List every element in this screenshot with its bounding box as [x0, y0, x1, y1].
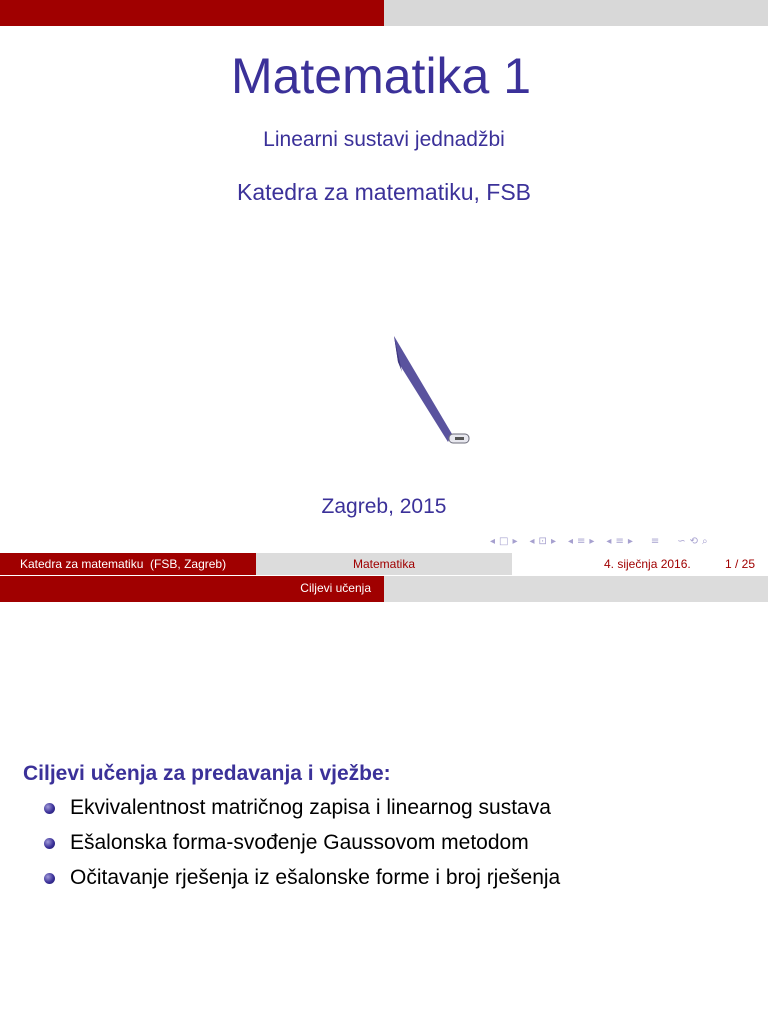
nav-back-icon[interactable]: ∽: [677, 536, 686, 547]
footer-title: Matematika: [256, 553, 512, 575]
slide-subtitle: Linearni sustavi jednadžbi: [263, 128, 505, 151]
bullet-icon: [44, 838, 55, 849]
list-item: [44, 827, 560, 862]
bullet-icon: [44, 803, 55, 814]
section-header-label: Ciljevi učenja: [300, 581, 371, 595]
nav-subsection-icon[interactable]: ⊡: [538, 536, 547, 547]
nav-prev-frame-icon[interactable]: ◂: [490, 536, 496, 547]
nav-prev-section-icon[interactable]: ◂: [567, 536, 573, 547]
beamer-navigation[interactable]: [490, 535, 765, 549]
footer-page-number: 1 / 25: [724, 557, 755, 571]
footer-info: [512, 553, 768, 575]
fsb-logo-icon: [388, 332, 478, 452]
nav-prev-part-icon[interactable]: ◂: [606, 536, 612, 547]
nav-part-icon[interactable]: ≡: [615, 536, 624, 547]
nav-next-subsection-icon[interactable]: ▸: [550, 536, 556, 547]
slide-title: Matematika 1: [230, 48, 532, 104]
section-bar-empty: [384, 576, 768, 602]
bullet-icon: [44, 873, 55, 884]
nav-frame-icon[interactable]: □: [499, 536, 509, 547]
section-header[interactable]: [0, 576, 384, 602]
list-item: [44, 862, 560, 897]
nav-section-icon[interactable]: ≡: [577, 536, 586, 547]
footer-author-text: Katedra za matematiku (FSB, Zagreb): [20, 557, 227, 571]
list-item-text: Ešalonska forma-svođenje Gaussovom metodom: [70, 831, 529, 854]
list-item: [44, 792, 560, 827]
list-item-text: Ekvivalentnost matričnog zapisa i linearnog sustava: [70, 796, 551, 819]
list-item-text: Očitavanje rješenja iz ešalonske forme i broj rješenja: [70, 866, 561, 889]
institute-name: Katedra za matematiku, FSB: [236, 179, 531, 205]
footer-author: [0, 553, 256, 575]
footer-date: 4. siječnja 2016.: [604, 557, 691, 571]
nav-next-frame-icon[interactable]: ▸: [512, 536, 518, 547]
goals-list: [44, 792, 560, 897]
block-title: Ciljevi učenja za predavanja i vježbe:: [23, 762, 391, 785]
nav-search-icon[interactable]: ⌕: [702, 536, 708, 547]
nav-next-section-icon[interactable]: ▸: [589, 536, 595, 547]
nav-undo-icon[interactable]: ⟲: [689, 536, 699, 547]
progress-bar-filled: [0, 0, 384, 26]
progress-bar-empty: [384, 0, 768, 26]
nav-next-part-icon[interactable]: ▸: [627, 536, 633, 547]
date-place: Zagreb, 2015: [321, 495, 447, 518]
nav-prev-subsection-icon[interactable]: ◂: [529, 536, 535, 547]
nav-document-icon[interactable]: ≡: [650, 536, 660, 547]
